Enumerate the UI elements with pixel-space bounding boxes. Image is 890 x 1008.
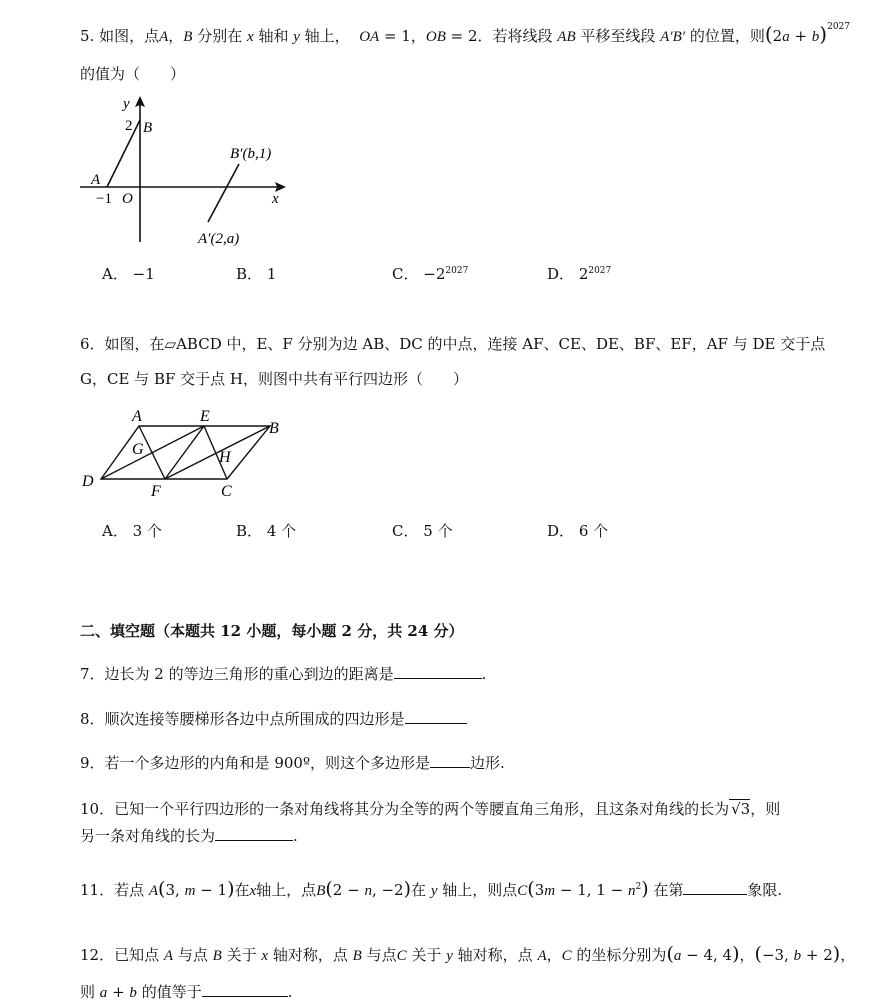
q7-answer-blank[interactable] xyxy=(394,664,482,679)
q6-figure xyxy=(78,402,288,502)
q6-line-de xyxy=(101,426,204,479)
q6-label-g: G xyxy=(132,441,144,458)
q6-line2: G，CE 与 BF 交于点 H，则图中共有平行四边形（ ） xyxy=(80,370,468,388)
q5-segment-apbp xyxy=(208,164,239,222)
q5-prefix: 5. 如图，点 xyxy=(80,27,160,45)
q5-option-b[interactable]: B． 1 xyxy=(236,265,277,283)
q5-label-o: O xyxy=(122,191,133,207)
q9-answer-blank[interactable] xyxy=(430,753,470,768)
q12-answer-blank[interactable] xyxy=(202,982,288,997)
q6-label-d: D xyxy=(82,473,94,490)
q10-line1: 10．已知一个平行四边形的一条对角线将其分为全等的两个等腰直角三角形，且这条对角线的长为 √3，则 xyxy=(80,800,781,818)
q6-option-a[interactable]: A． 3 个 xyxy=(102,522,162,540)
q6-parallelogram xyxy=(101,426,270,479)
q10-answer-blank[interactable] xyxy=(215,826,293,841)
q6-label-b: B xyxy=(269,420,279,437)
q6-label-h: H xyxy=(219,449,231,466)
q5-label-neg1: −1 xyxy=(96,191,112,207)
q5-option-c[interactable]: C． $-2^{2027}$ xyxy=(392,265,469,283)
q12-line2: 则 a + b 的值等于 . xyxy=(80,983,293,1001)
q5-label-a: A xyxy=(91,172,101,188)
q6-label-f: F xyxy=(151,483,161,500)
q6-option-b[interactable]: B． 4 个 xyxy=(236,522,297,540)
q6-label-c: C xyxy=(221,483,232,500)
q5-figure xyxy=(76,92,296,252)
q6-line-ef xyxy=(165,426,204,479)
q5-label-y: y xyxy=(123,96,130,112)
q5-label-bp: B′(b,1) xyxy=(230,146,272,162)
q5-option-a[interactable]: A． −1 xyxy=(102,265,155,283)
section-2-title: 二、填空题（本题共 12 小题，每小题 2 分，共 24 分） xyxy=(80,622,464,640)
q6-line-bf xyxy=(165,426,270,479)
q12-line1: 12．已知点 A 与点 B 关于 x 轴对称，点 B 与点C 关于 y 轴对称，点 A，C 的坐标分别为(a − 4, 4)，(−3, b + 2)， xyxy=(80,943,856,965)
q11-answer-blank[interactable] xyxy=(683,880,747,895)
q5-option-d[interactable]: D． $2^{2027}$ xyxy=(547,265,612,283)
q10-line2: 另一条对角线的长为 . xyxy=(80,827,298,845)
q8-answer-blank[interactable] xyxy=(405,709,467,724)
q8: 8．顺次连接等腰梯形各边中点所围成的四边形是 xyxy=(80,708,467,729)
q6-label-e: E xyxy=(200,408,210,425)
q11: 11．若点 A(3, m − 1)在x轴上，点B(2 − n, −2)在 y 轴上，则点C(3m − 1, $1 - n^2$) 在第 象限. xyxy=(80,878,783,900)
q5-label-b: B xyxy=(143,120,153,136)
q5-line1: 5. 如图，点A，B 分别在 x 轴和 y 轴上， OA = 1，OB = 2．若将线段 AB 平移至线段 A′B′ 的位置，则$(2a + b)^{2027}$ xyxy=(80,22,851,46)
q5-label-2: 2 xyxy=(125,118,133,134)
q5-label-x: x xyxy=(272,191,279,207)
q5-segment-ab xyxy=(107,120,140,187)
q10-sqrt: √3 xyxy=(731,800,751,818)
q6-option-d[interactable]: D． 6 个 xyxy=(547,522,609,540)
q6-line1: 6．如图，在▱ABCD 中，E、F 分别为边 AB、DC 的中点，连接 AF、CE、DE、BF、EF，AF 与 DE 交于点 xyxy=(80,335,826,353)
q7: 7．边长为 2 的等边三角形的重心到边的距离是 . xyxy=(80,665,487,683)
q5-line2: 的值为（ ） xyxy=(80,65,186,83)
q6-option-c[interactable]: C． 5 个 xyxy=(392,522,453,540)
q5-label-ap: A′(2,a) xyxy=(198,231,240,247)
q6-label-a: A xyxy=(132,408,142,425)
q9: 9．若一个多边形的内角和是 900º，则这个多边形是 边形. xyxy=(80,754,505,772)
